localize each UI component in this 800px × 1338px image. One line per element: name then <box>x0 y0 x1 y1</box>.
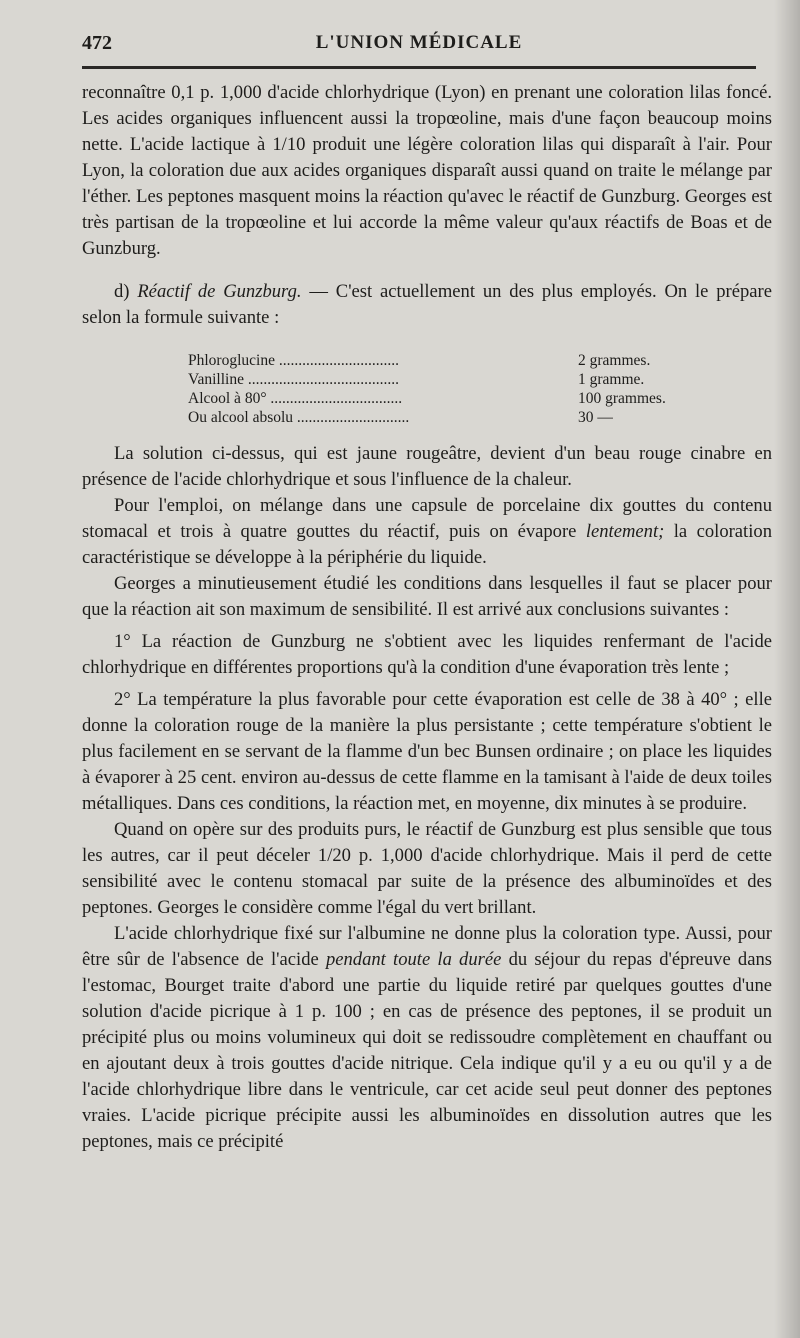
header-rule <box>82 66 756 69</box>
usage-text: Pour l'emploi, on mélange dans une capsule de porcelaine dix gouttes du contenu stomacal et trois à quatre gouttes du réactif, puis on évapore <box>82 495 772 542</box>
section-intro: — C'est actuellement un des plus employés. On le prépare selon la formule suivante : <box>82 281 772 328</box>
recipe-table <box>188 351 748 427</box>
albumin-emphasis: pendant toute la durée <box>325 949 502 970</box>
recipe-quantity: 1 gramme. <box>578 371 645 388</box>
text-body <box>82 80 772 1155</box>
usage-emphasis: lentement; <box>585 521 665 542</box>
page-number: 472 <box>82 32 112 54</box>
paragraph-sensitivity: Quand on opère sur des produits purs, le réactif de Gunzburg est plus sensible que tous les autres, car il peut déceler 1/20 p. 1,000 d'acide chlorhydrique. Mais il perd de cette sensibilité avec le contenu stomacal par suite de la présence des albuminoïdes et des peptones. Georges le considère comme l'égal du vert brillant. <box>82 819 772 918</box>
recipe-quantity: 30 — <box>578 409 613 426</box>
paragraph-usage <box>82 493 772 571</box>
recipe-quantity: 2 grammes. <box>578 352 651 369</box>
section-title: Réactif de Gunzburg. <box>137 281 302 302</box>
recipe-row <box>188 408 748 427</box>
recipe-ingredient: Alcool à 80° .................................. <box>188 390 403 407</box>
albumin-text: L'acide chlorhydrique fixé sur l'albumine ne donne plus la coloration type. Aussi, pour être sûr de l'absence de l'acide <box>82 923 772 970</box>
paragraph-conclusion-1: 1° La réaction de Gunzburg ne s'obtient avec les liquides renfermant de l'acide chlorhydrique en différentes proportions qu'à la condition d'une évaporation très lente ; <box>82 631 772 678</box>
recipe-row <box>188 370 748 389</box>
recipe-row <box>188 351 748 370</box>
recipe-ingredient: Ou alcool absolu ............................. <box>188 409 410 426</box>
running-head: L'UNION MÉDICALE <box>315 32 523 53</box>
recipe-ingredient: Vanilline ....................................... <box>188 371 399 388</box>
paragraph-solution: La solution ci-dessus, qui est jaune rougeâtre, devient d'un beau rouge cinabre en présence de l'acide chlorhydrique et sous l'influence de la chaleur. <box>82 443 772 490</box>
page-edge-shadow <box>774 0 800 1338</box>
recipe-row <box>188 389 748 408</box>
page-header <box>82 30 756 64</box>
paragraph-georges: Georges a minutieusement étudié les conditions dans lesquelles il faut se placer pour que la réaction ait son maximum de sensibilité. Il est arrivé aux conclusions suivantes : <box>82 573 772 620</box>
paragraph-albumin <box>82 921 772 1155</box>
paragraph-conclusion-2: 2° La température la plus favorable pour cette évaporation est celle de 38 à 40° ; elle donne la coloration rouge de la manière la plus persistante ; cette température s'obtient le plus facilement en se servant de la flamme d'un bec Bunsen ordinaire ; on place les liquides à évaporer à 25 cent. environ au-dessus de cette flamme en la tamisant à l'aide de deux toiles métalliques. Dans ces conditions, la réaction met, en moyenne, dix minutes à se produire. <box>82 689 772 814</box>
recipe-ingredient: Phloroglucine ............................... <box>188 352 399 369</box>
paragraph-tropoeoline: reconnaître 0,1 p. 1,000 d'acide chlorhydrique (Lyon) en prenant une coloration lilas foncé. Les acides organiques influencent aussi la tropœoline, mais d'une façon beaucoup moins nette. L'acide lactique à 1/10 produit une légère coloration lilas qui disparaît à l'air. Pour Lyon, la coloration due aux acides organiques disparaît aussi quand on traite le mélange par l'éther. Les peptones masquent moins la réaction qu'avec le réactif de Gunzburg. Georges est très partisan de la tropœoline et lui accorde la même valeur qu'aux réactifs de Boas et de Gunzburg. <box>82 82 772 259</box>
albumin-text-end: du séjour du repas d'épreuve dans l'estomac, Bourget traite d'abord une partie du liquide retiré par quelques gouttes d'une solution d'acide picrique à 1 p. 100 ; en cas de présence des peptones, il se produit un précipité plus ou moins volumineux qui doit se redissoudre complètement en chauffant ou en ajoutant deux à trois gouttes d'acide nitrique. Cela indique qu'il y a eu ou qu'il y a de l'acide chlorhydrique libre dans le ventricule, car cet acide seul peut donner des peptones vraies. L'acide picrique précipite aussi les albuminoïdes en dissolution autres que les peptones, mais ce précipité <box>82 949 772 1152</box>
recipe-quantity: 100 grammes. <box>578 390 666 407</box>
usage-text-end: la coloration caractéristique se développe à la périphérie du liquide. <box>82 521 772 568</box>
section-letter: d) <box>114 281 138 302</box>
paragraph-gunzburg-heading <box>82 279 772 331</box>
